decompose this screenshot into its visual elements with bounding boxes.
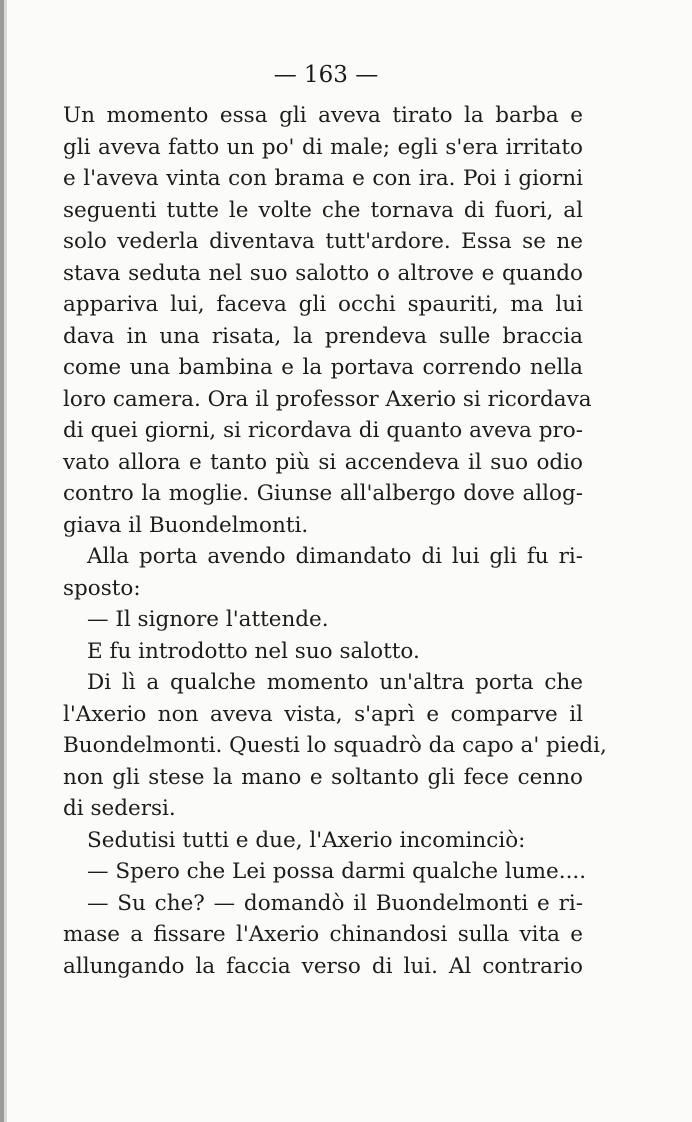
text-line: di sedersi. xyxy=(63,796,176,821)
text-line: contro la moglie. Giunse all'albergo dove allog- xyxy=(63,481,583,506)
text-line: — Il signore l'attende. xyxy=(87,607,329,632)
text-line: Sedutisi tutti e due, l'Axerio incominciò: xyxy=(87,827,526,853)
page-number: — 163 — xyxy=(273,62,379,88)
text-line: Di lì a qualche momento un'altra porta che xyxy=(87,670,583,695)
text-line: appariva lui, faceva gli occhi spauriti, ma lui xyxy=(63,292,583,317)
text-line: stava seduta nel suo salotto o altrove e quando xyxy=(63,260,583,286)
text-line: Un momento essa gli aveva tirato la barba e xyxy=(63,103,583,128)
text-line: giava il Buondelmonti. xyxy=(63,512,309,538)
text-line: l'Axerio non aveva vista, s'aprì e comparve il xyxy=(63,701,583,727)
text-line: loro camera. Ora il professor Axerio si ricordava xyxy=(63,386,592,412)
text-line: Buondelmonti. Questi lo squadrò da capo a' piedi, xyxy=(63,733,607,758)
text-line: seguenti tutte le volte che tornava di fuori, al xyxy=(63,197,583,223)
text-line: solo vederla diventava tutt'ardore. Essa se ne xyxy=(63,229,583,254)
text-line: non gli stese la mano e soltanto gli fece cenno xyxy=(63,764,583,790)
text-line: — Su che? — domandò il Buondelmonti e ri- xyxy=(87,890,583,916)
text-line: Alla porta avendo dimandato di lui gli fu ri- xyxy=(87,544,583,569)
text-line: come una bambina e la portava correndo nella xyxy=(63,355,583,380)
text-line: — Spero che Lei possa darmi qualche lume.... xyxy=(87,859,587,884)
text-line: e l'aveva vinta con brama e con ira. Poi i giorni xyxy=(63,166,583,191)
text-line: E fu introdotto nel suo salotto. xyxy=(87,638,420,664)
text-line: sposto: xyxy=(63,575,141,601)
text-line: mase a fissare l'Axerio chinandosi sulla vita e xyxy=(63,922,583,947)
page-edge-highlight xyxy=(4,0,7,1122)
text-line: vato allora e tanto più si accendeva il suo odio xyxy=(63,449,583,475)
text-line: dava in una risata, la prendeva sulle braccia xyxy=(63,323,583,349)
text-line: allungando la faccia verso di lui. Al contrario xyxy=(63,953,583,979)
text-line: gli aveva fatto un po' di male; egli s'era irritato xyxy=(63,134,583,160)
body-text xyxy=(63,100,607,982)
text-line: di quei giorni, si ricordava di quanto aveva pro- xyxy=(63,418,583,443)
